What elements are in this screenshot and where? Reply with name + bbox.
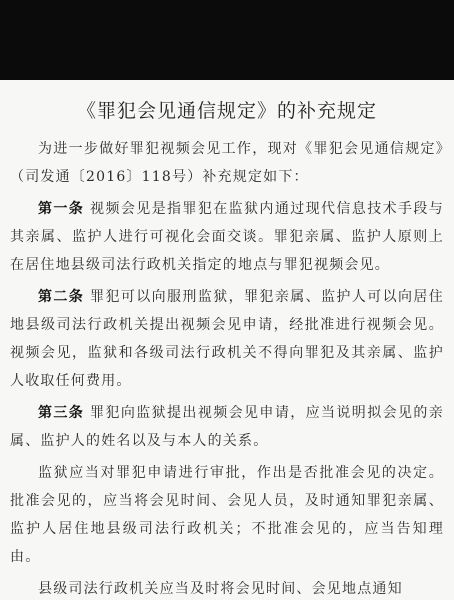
- paragraph-article-2: [10, 283, 444, 395]
- paragraph-text: 监狱应当对罪犯申请进行审批，作出是否批准会见的决定。批准会见的，应当将会见时间、会见人员，及时通知罪犯亲属、监护人居住地县级司法行政机关；不批准会见的，应当告知理由。: [10, 465, 444, 565]
- paragraph-text: 罪犯可以向服刑监狱，罪犯亲属、监护人可以向居住地县级司法行政机关提出视频会见申请，经批准进行视频会见。视频会见，监狱和各级司法行政机关不得向罪犯及其亲属、监护人收取任何费用。: [10, 289, 444, 389]
- paragraph-text: 县级司法行政机关应当及时将会见时间、会见地点通知: [38, 581, 403, 597]
- article-label: 第三条: [38, 405, 85, 421]
- paragraph-county-notice: [10, 575, 444, 600]
- article-label: 第一条: [38, 201, 85, 217]
- document-page: [0, 80, 454, 600]
- article-label: 第二条: [38, 289, 85, 305]
- paragraph-prison-approval: [10, 459, 444, 571]
- paragraph-article-1: [10, 195, 444, 279]
- paragraph-article-3: [10, 399, 444, 455]
- paragraph-text: 视频会见是指罪犯在监狱内通过现代信息技术手段与其亲属、监护人进行可视化会面交谈。罪犯亲属、监护人原则上在居住地县级司法行政机关指定的地点与罪犯视频会见。: [10, 201, 444, 273]
- black-header-band: [0, 0, 454, 80]
- document-title: 《罪犯会见通信规定》的补充规定: [76, 100, 377, 122]
- paragraph-intro: [10, 135, 444, 191]
- paragraph-text: 罪犯向监狱提出视频会见申请，应当说明拟会见的亲属、监护人的姓名以及与本人的关系。: [10, 405, 444, 449]
- paragraph-text: 为进一步做好罪犯视频会见工作，现对《罪犯会见通信规定》（司发通〔2016〕118号）补充规定如下：: [10, 141, 444, 185]
